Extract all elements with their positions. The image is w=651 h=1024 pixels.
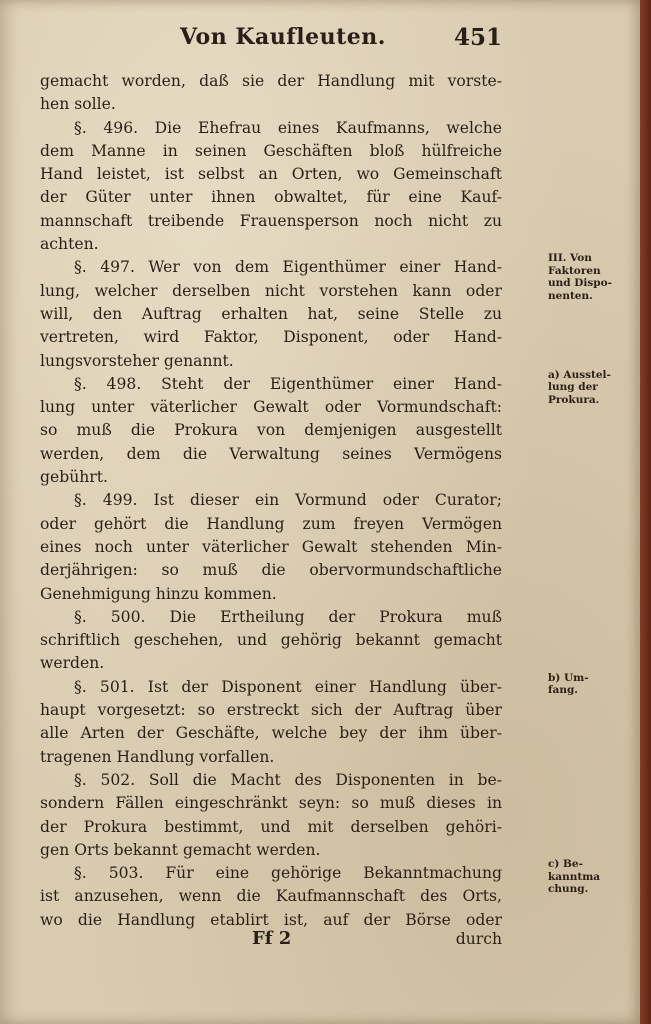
text-line: so muß die Prokura von demjenigen ausgestellt (40, 421, 502, 440)
margin-note-line: c) Be- (548, 858, 583, 871)
text-line: dem Manne in seinen Geschäften bloß hülfreiche (40, 141, 502, 160)
text-line: gebührt. (40, 468, 108, 487)
margin-note-line: kanntma (548, 870, 601, 883)
text-line: ist anzusehen, wenn die Kaufmannschaft des Orts, (40, 887, 502, 906)
text-line: §. 499. Ist dieser ein Vormund oder Curator; (74, 491, 502, 510)
text-line: schriftlich geschehen, und gehörig bekannt gemacht (40, 631, 502, 650)
text-line: gemacht worden, daß sie der Handlung mit vorste- (40, 72, 502, 90)
text-line: §. 498. Steht der Eigenthümer einer Hand- (74, 374, 502, 393)
text-line: oder gehört die Handlung zum freyen Vermögen (40, 514, 502, 533)
margin-note-line: III. Von (548, 252, 592, 265)
text-line: lung unter väterlicher Gewalt oder Vormundschaft: (40, 398, 502, 417)
margin-note (548, 252, 612, 302)
text-line: der Prokura bestimmt, und mit derselben gehöri- (40, 817, 502, 836)
body-text (40, 70, 612, 932)
margin-note-line: fang. (548, 684, 578, 697)
text-line: §. 500. Die Ertheilung der Prokura muß (74, 607, 502, 626)
text-line: wo die Handlung etablirt ist, auf der Börse oder (40, 910, 502, 929)
margin-note-line: a) Ausstel- (548, 368, 611, 381)
page-number: 451 (453, 24, 502, 51)
text-line: derjährigen: so muß die obervormundschaftliche (40, 561, 502, 580)
text-line: werden. (40, 654, 105, 673)
text-line: achten. (40, 235, 99, 254)
text-line: alle Arten der Geschäfte, welche bey der ihm über- (40, 724, 502, 743)
text-line: vertreten, wird Faktor, Disponent, oder Hand- (40, 328, 502, 347)
margin-note-line: chung. (548, 883, 589, 896)
catchword: durch (455, 930, 502, 948)
margin-note-line: Prokura. (548, 393, 600, 406)
text-line: gen Orts bekannt gemacht werden. (40, 840, 321, 859)
page-edge (640, 0, 651, 1024)
text-line: sondern Fällen eingeschränkt seyn: so muß dieses in (40, 794, 502, 813)
page-header (40, 24, 502, 58)
text-line: haupt vorgesetzt: so erstreckt sich der Auftrag über (40, 701, 502, 720)
margin-note-line: und Dispo- (548, 277, 612, 290)
text-line: mannschaft treibende Frauensperson noch nicht zu (40, 211, 502, 230)
text-line: lung, welcher derselben nicht vorstehen kann oder (40, 281, 502, 300)
text-line: der Güter unter ihnen obwaltet, für eine Kauf- (40, 188, 502, 207)
text-line: §. 502. Soll die Macht des Disponenten in be- (74, 770, 502, 789)
text-line: will, den Auftrag erhalten hat, seine Stelle zu (40, 304, 502, 323)
margin-note-line: b) Um- (548, 671, 589, 684)
margin-note-line: Faktoren (548, 264, 601, 277)
text-line: §. 497. Wer von dem Eigenthümer einer Hand- (74, 258, 502, 277)
text-line: Genehmigung hinzu kommen. (40, 584, 277, 603)
running-head: Von Kaufleuten. (180, 24, 386, 50)
signature-mark: Ff 2 (252, 928, 292, 949)
text-line: §. 501. Ist der Disponent einer Handlung über- (74, 677, 502, 696)
text-line: Hand leistet, ist selbst an Orten, wo Gemeinschaft (40, 165, 502, 184)
margin-note (548, 858, 600, 896)
page-footer (40, 928, 502, 954)
margin-note (548, 369, 611, 407)
text-line: eines noch unter väterlicher Gewalt stehenden Min- (40, 537, 502, 556)
margin-note-line: lung der (548, 381, 598, 394)
text-line: hen solle. (40, 95, 116, 114)
margin-note-line: nenten. (548, 289, 593, 302)
text-line: lungsvorsteher genannt. (40, 351, 234, 370)
text-line: §. 503. Für eine gehörige Bekanntmachung (74, 864, 502, 883)
text-line: §. 496. Die Ehefrau eines Kaufmanns, welche (74, 118, 502, 137)
text-line: tragenen Handlung vorfallen. (40, 747, 275, 766)
text-line: werden, dem die Verwaltung seines Vermögens (40, 444, 502, 463)
margin-note (548, 672, 589, 697)
